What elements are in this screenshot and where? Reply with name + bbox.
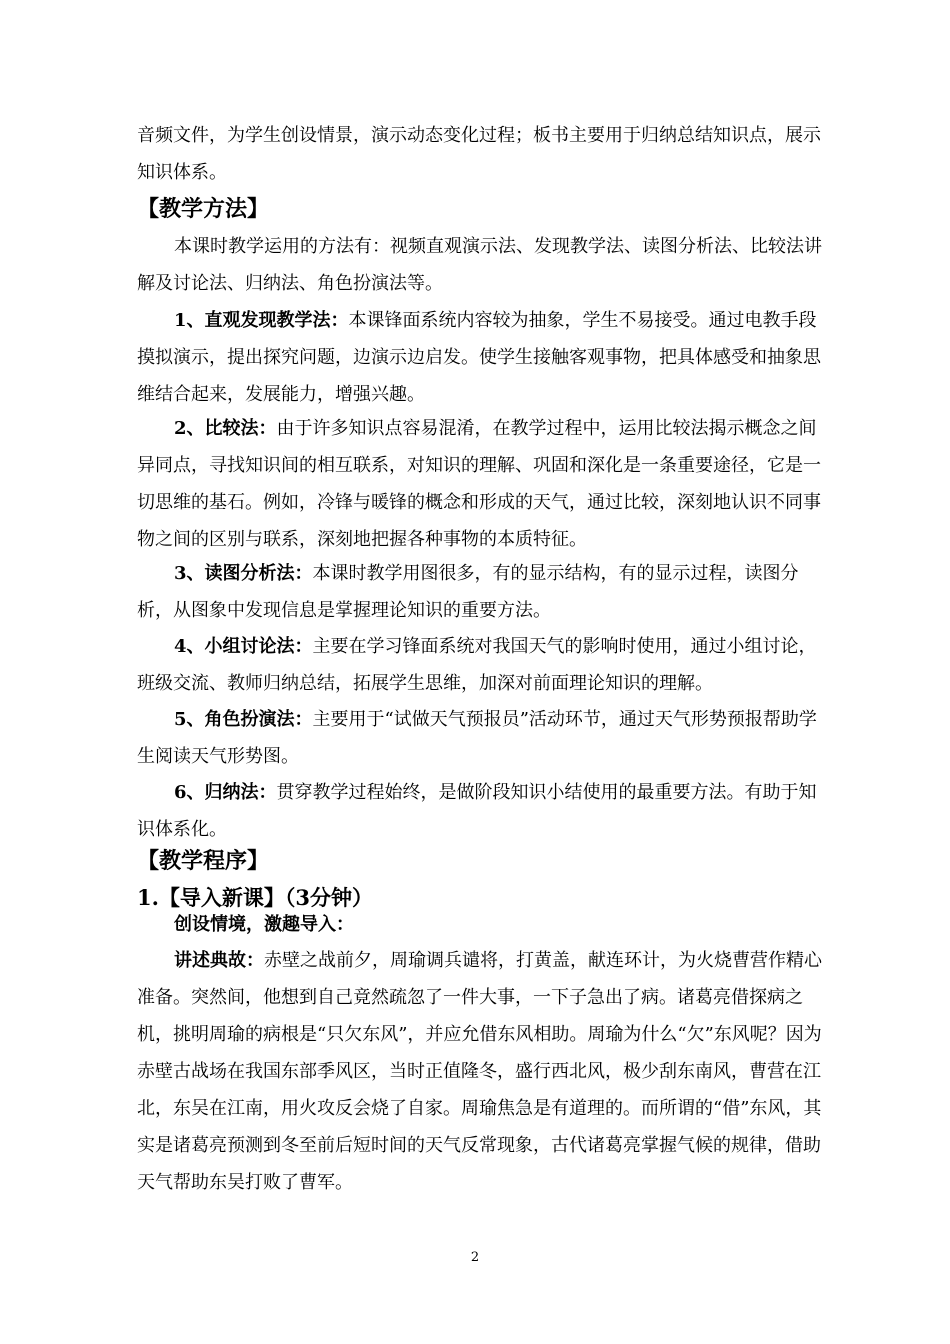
method-label-1: 1、直观发现教学法：: [174, 310, 349, 331]
step1-title: 1.【导入新课】（3分钟）: [137, 885, 374, 910]
step1-subtitle: 创设情境，激趣导入：: [174, 914, 354, 935]
method-label-2: 2、比较法：: [174, 418, 277, 439]
method-item-1: [137, 302, 827, 413]
method-label-6: 6、归纳法：: [174, 782, 277, 803]
methods-heading: 【教学方法】: [137, 196, 270, 222]
method-label-3: 3、读图分析法：: [174, 563, 313, 584]
method-item-3: [137, 555, 827, 629]
method-text-3: 本课时教学用图很多，有的显示结构，有的显示过程，读图分析，从图象中发现信息是掌握理论知识的重要方法。: [137, 563, 799, 621]
method-text-6: 贯穿教学过程始终，是做阶段知识小结使用的最重要方法。有助于知识体系化。: [137, 782, 817, 840]
method-text-1: 本课锋面系统内容较为抽象，学生不易接受。通过电教手段摸拟演示，提出探究问题，边演示边启发。使学生接触客观事物，把具体感受和抽象思维结合起来，发展能力，增强兴趣。: [137, 310, 821, 405]
intro-paragraph: 音频文件，为学生创设情景，演示动态变化过程；板书主要用于归纳总结知识点，展示知识体系。: [137, 125, 821, 183]
method-text-4: 主要在学习锋面系统对我国天气的影响时使用，通过小组讨论，班级交流、教师归纳总结，拓展学生思维，加深对前面理论知识的理解。: [137, 636, 817, 694]
method-item-6: [137, 774, 827, 848]
methods-summary: 本课时教学运用的方法有：视频直观演示法、发现教学法、读图分析法、比较法讲解及讨论法、归纳法、角色扮演法等。: [137, 236, 822, 294]
method-text-2: 由于许多知识点容易混淆，在教学过程中，运用比较法揭示概念之间异同点，寻找知识间的相互联系，对知识的理解、巩固和深化是一条重要途径，它是一切思维的基石。例如，冷锋与暖锋的概念和形成的天气，通过比较，深刻地认识不同事物之间的区别与联系，深刻地把握各种事物的本质特征。: [137, 418, 821, 550]
story-label: 讲述典故：: [174, 950, 264, 971]
story-text: 赤壁之战前夕，周瑜调兵谴将，打黄盖，献连环计，为火烧曹营作精心准备。突然间，他想到自己竟然疏忽了一件大事，一下子急出了病。诸葛亮借探病之机，挑明周瑜的病根是“只欠东风”，并应允借东风相助。周瑜为什么“欠”东风呢？因为赤壁古战场在我国东部季风区，当时正值隆冬，盛行西北风，极少刮东南风，曹营在江北，东吴在江南，用火攻反会烧了自家。周瑜焦急是有道理的。而所谓的“借”东风，其实是诸葛亮预测到冬至前后短时间的天气反常现象，古代诸葛亮掌握气候的规律，借助天气帮助东吴打败了曹军。: [137, 950, 822, 1193]
method-item-4: [137, 628, 827, 702]
page-number: 2: [470, 1250, 480, 1265]
method-label-4: 4、小组讨论法：: [174, 636, 313, 657]
method-text-5: 主要用于“试做天气预报员”活动环节，通过天气形势预报帮助学生阅读天气形势图。: [137, 709, 817, 767]
story-paragraph: [137, 942, 827, 1201]
method-label-5: 5、角色扮演法：: [174, 709, 313, 730]
method-item-5: [137, 701, 827, 775]
method-item-2: [137, 410, 827, 558]
procedure-heading: 【教学程序】: [137, 848, 270, 874]
